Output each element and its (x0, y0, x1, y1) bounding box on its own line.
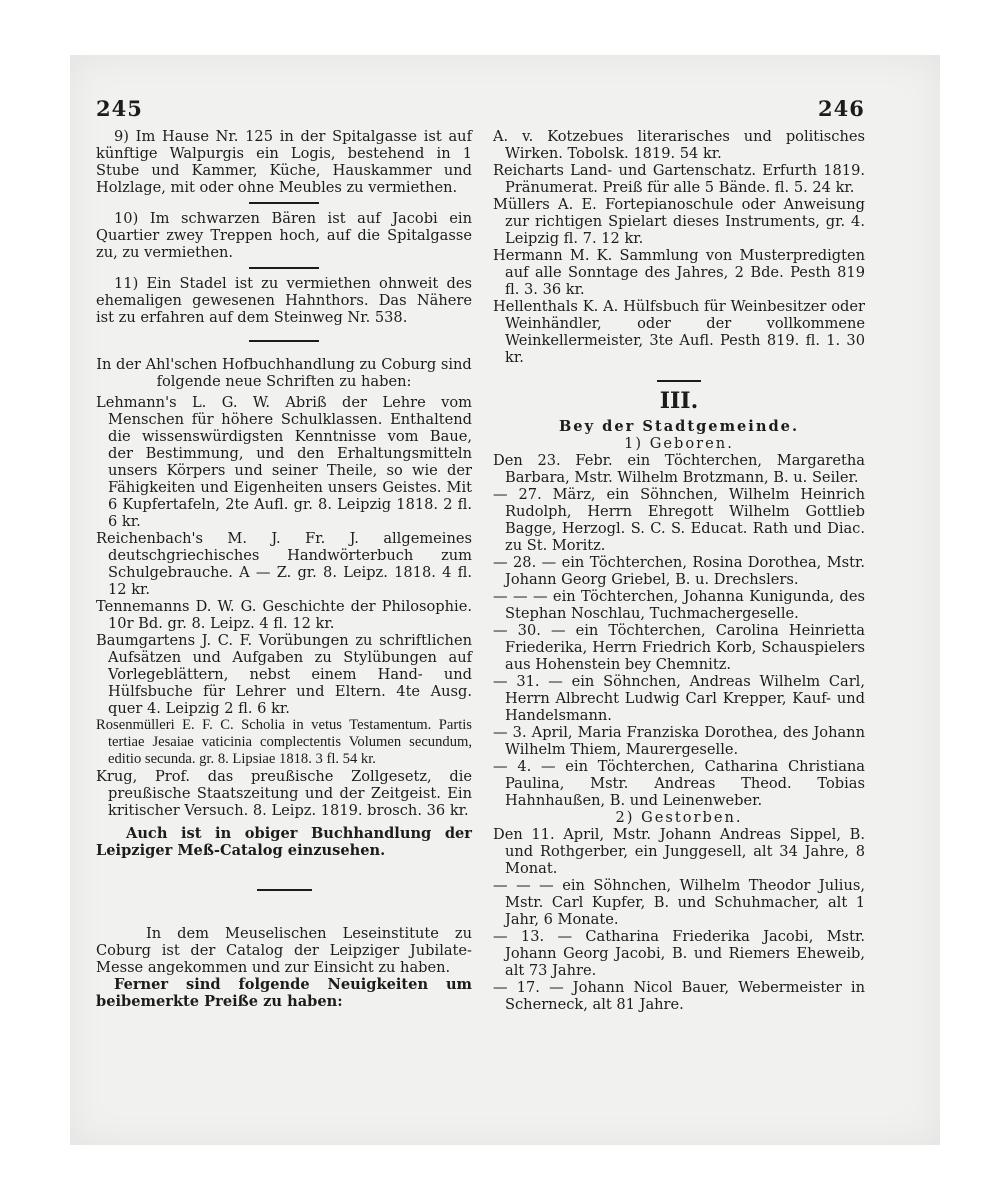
birth-entry: — 27. März, ein Söhnchen, Wilhelm Heinrich Rudolph, Herrn Ehregott Wilhelm Gottlieb Bagge, Herzogl. S. C. S. Educat. Rath und Diac. zu St. Moritz. (493, 486, 865, 554)
separator-rule (657, 380, 701, 382)
left-column (96, 128, 472, 1010)
births-header: 1) Geboren. (624, 435, 734, 452)
birth-entry: — — — ein Töchterchen, Johanna Kunigunda, des Stephan Noschlau, Tuchmachergeselle. (493, 588, 865, 622)
book-entry: Hermann M. K. Sammlung von Musterpredigten auf alle Sonntage des Jahres, 2 Bde. Pesth 819 fl. 3. 36 kr. (493, 247, 865, 298)
book-entry: Krug, Prof. das preußische Zollgesetz, die preußische Staatszeitung und der Zeitgeist. Ein kritischer Versuch. 8. Leipz. 1819. brosch. 36 kr. (96, 768, 472, 819)
catalog-note: Auch ist in obiger Buchhandlung der Leipziger Meß-Catalog einzusehen. (96, 825, 472, 859)
birth-entry: — 31. — ein Söhnchen, Andreas Wilhelm Carl, Herrn Albrecht Ludwig Carl Krepper, Kauf- und Handelsmann. (493, 673, 865, 724)
separator-rule (249, 267, 319, 269)
book-entry: Lehmann's L. G. W. Abriß der Lehre vom Menschen für höhere Schulklassen. Enthaltend die wissenswürdigsten Kenntnisse vom Baue, der Bestimmung, und den Erhaltungsmitteln unsers Körpers und seiner Theile, so wie der Fähigkeiten und Eigenheiten unsers Geistes. Mit 6 Kupfertafeln, 2te Aufl. gr. 8. Leipzig 1818. 2 fl. 6 kr. (96, 394, 472, 530)
birth-entry: — 28. — ein Töchterchen, Rosina Dorothea, Mstr. Johann Georg Griebel, B. u. Drechslers. (493, 554, 865, 588)
book-entry: A. v. Kotzebues literarisches und politisches Wirken. Tobolsk. 1819. 54 kr. (493, 128, 865, 162)
death-entry: Den 11. April, Mstr. Johann Andreas Sippel, B. und Rothgerber, ein Junggesell, alt 34 Jahre, 8 Monat. (493, 826, 865, 877)
ahl-bookshop-header: In der Ahl'schen Hofbuchhandlung zu Coburg sind folgende neue Schriften zu haben: (96, 356, 472, 390)
separator-rule (249, 340, 319, 342)
book-entry: Tennemanns D. W. G. Geschichte der Philosophie. 10r Bd. gr. 8. Leipz. 4 fl. 12 kr. (96, 598, 472, 632)
separator-rule (249, 202, 319, 204)
page-number-left: 245 (96, 96, 143, 121)
book-entry: Baumgartens J. C. F. Vorübungen zu schriftlichen Aufsätzen und Aufgaben zu Stylübungen auf Vorlegeblättern, nebst einem Hand- und Hülfsbuche für Lehrer und Eltern. 4te Ausg. quer 4. Leipzig 2 fl. 6 kr. (96, 632, 472, 717)
deaths-header: 2) Gestorben. (615, 809, 743, 826)
death-entry: — 17. — Johann Nicol Bauer, Webermeister in Scherneck, alt 81 Jahre. (493, 979, 865, 1013)
book-entry: Reichenbach's M. J. Fr. J. allgemeines deutschgriechisches Handwörterbuch zum Schulgebrauche. A — Z. gr. 8. Leipz. 1818. 4 fl. 12 kr. (96, 530, 472, 598)
birth-entry: — 4. — ein Töchterchen, Catharina Christiana Paulina, Mstr. Andreas Theod. Tobias Hahnhaußen, B. und Leinenweber. (493, 758, 865, 809)
meusel-institute-header: In dem Meuselischen Leseinstitute zu Coburg ist der Catalog der Leipziger Jubilate-Messe angekommen und zur Einsicht zu haben. (96, 925, 472, 976)
right-column (493, 128, 865, 1013)
book-entry: Reicharts Land- und Gartenschatz. Erfurth 1819. Pränumerat. Preiß für alle 5 Bände. fl. 5. 24 kr. (493, 162, 865, 196)
section-numeral: III. (659, 388, 699, 414)
notice-10: 10) Im schwarzen Bären ist auf Jacobi ein Quartier zwey Treppen hoch, auf die Spitalgasse zu, zu vermiethen. (96, 210, 472, 261)
book-entry: Rosenmülleri E. F. C. Scholia in vetus Testamentum. Partis tertiae Jesaiae vaticinia complectentis Volumen secundum, editio secunda. gr. 8. Lipsiae 1818. 3 fl. 54 kr. (96, 717, 472, 767)
birth-entry: — 30. — ein Töchterchen, Carolina Heinrietta Friederika, Herrn Friedrich Korb, Schauspielers aus Hohenstein bey Chemnitz. (493, 622, 865, 673)
death-entry: — — — ein Söhnchen, Wilhelm Theodor Julius, Mstr. Carl Kupfer, B. und Schuhmacher, alt 1 Jahr, 6 Monate. (493, 877, 865, 928)
book-entry: Hellenthals K. A. Hülfsbuch für Weinbesitzer oder Weinhändler, oder der vollkommene Weinkellermeister, 3te Aufl. Pesth 819. fl. 1. 30 kr. (493, 298, 865, 366)
section-title: Bey der Stadtgemeinde. (558, 418, 800, 435)
death-entry: — 13. — Catharina Friederika Jacobi, Mstr. Johann Georg Jacobi, B. und Riemers Eheweib, alt 73 Jahre. (493, 928, 865, 979)
separator-rule (257, 889, 312, 891)
birth-entry: Den 23. Febr. ein Töchterchen, Margaretha Barbara, Mstr. Wilhelm Brotzmann, B. u. Seiler. (493, 452, 865, 486)
meusel-more: Ferner sind folgende Neuigkeiten um beibemerkte Preiße zu haben: (96, 976, 472, 1010)
page-number-right: 246 (818, 96, 865, 121)
book-entry: Müllers A. E. Fortepianoschule oder Anweisung zur richtigen Spielart dieses Instruments, gr. 4. Leipzig fl. 7. 12 kr. (493, 196, 865, 247)
notice-11: 11) Ein Stadel ist zu vermiethen ohnweit des ehemaligen gewesenen Hahnthors. Das Nähere ist zu erfahren auf dem Steinweg Nr. 538. (96, 275, 472, 326)
birth-entry: — 3. April, Maria Franziska Dorothea, des Johann Wilhelm Thiem, Maurergeselle. (493, 724, 865, 758)
notice-9: 9) Im Hause Nr. 125 in der Spitalgasse ist auf künftige Walpurgis ein Logis, bestehend in 1 Stube und Kammer, Küche, Hauskammer und Holzlage, mit oder ohne Meubles zu vermiethen. (96, 128, 472, 196)
